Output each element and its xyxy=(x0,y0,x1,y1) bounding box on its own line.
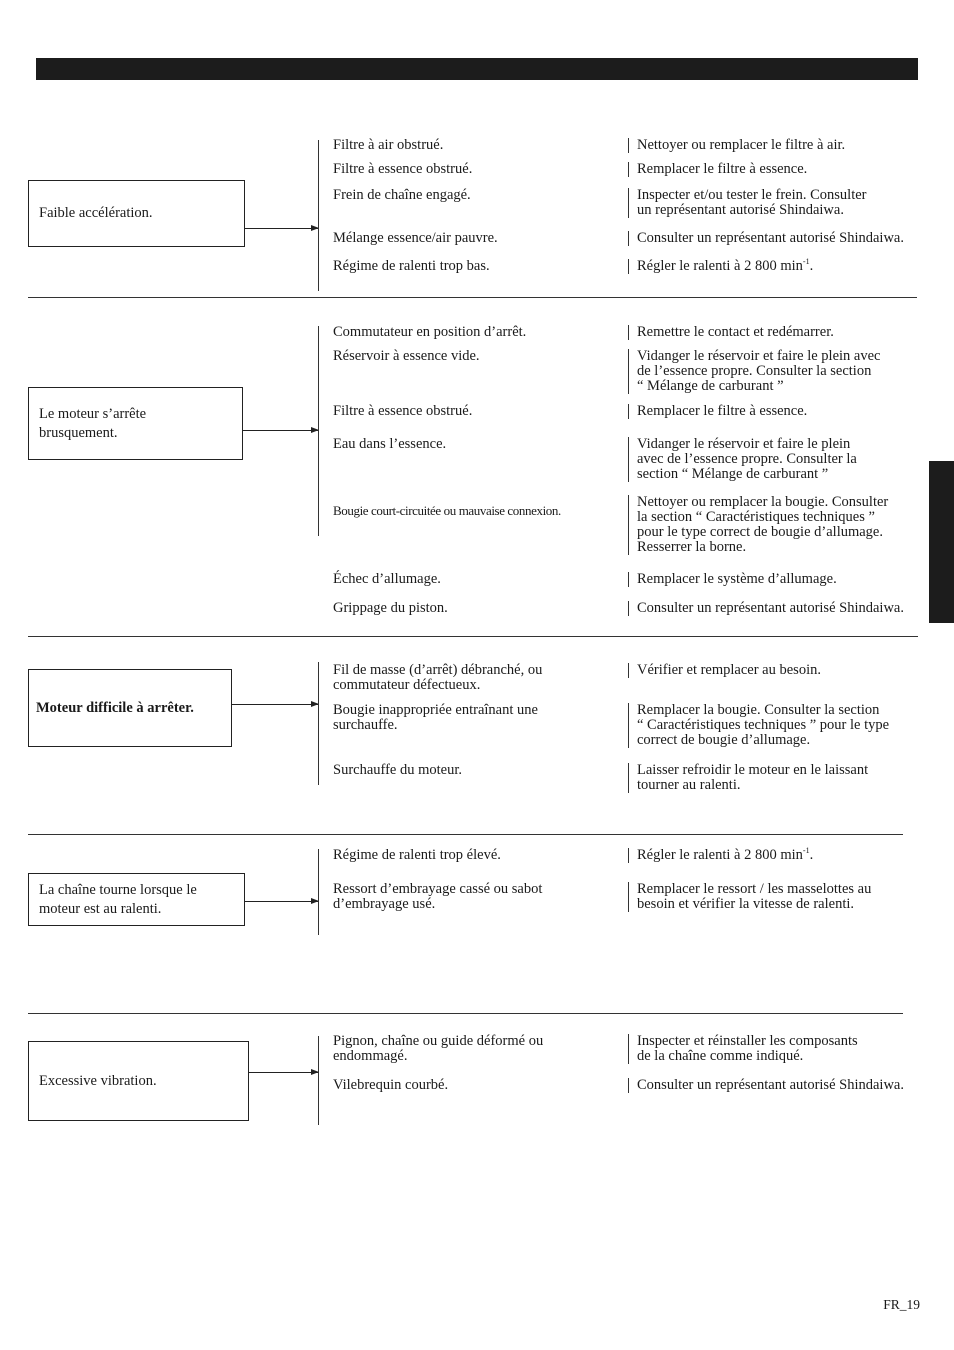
remedy-line: pour le type correct de bougie d’allumage. xyxy=(637,524,883,540)
cause-text xyxy=(333,1078,603,1093)
remedy-line: Consulter un représentant autorisé Shindaiwa. xyxy=(637,230,904,246)
remedy-text xyxy=(628,663,937,678)
remedy-line: Inspecter et réinstaller les composants xyxy=(637,1033,858,1049)
remedy-line: besoin et vérifier la vitesse de ralenti. xyxy=(637,896,855,912)
remedy-text xyxy=(628,703,937,748)
remedy-line: Resserrer la borne. xyxy=(637,539,747,555)
remedy-text xyxy=(628,188,937,218)
cause-line: Surchauffe du moteur. xyxy=(333,762,462,778)
remedy-text xyxy=(628,138,937,153)
symptom-box xyxy=(28,669,232,747)
header-bar xyxy=(36,58,918,80)
remedy-text xyxy=(628,601,937,616)
cause-line: Vilebrequin courbé. xyxy=(333,1077,449,1093)
cause-text: Frein de chaîne engagé. xyxy=(333,187,471,203)
symptom-label: Moteur difficile à arrêter. xyxy=(36,699,194,716)
remedy-line: Régler le ralenti à 2 800 $\min^{-1}$. xyxy=(637,257,814,274)
remedy-text xyxy=(628,763,937,793)
arrow-connector xyxy=(243,430,318,431)
remedy-line: tourner au ralenti. xyxy=(637,777,741,793)
arrow-connector xyxy=(249,1072,318,1073)
cause-text xyxy=(333,703,603,733)
cause-text: Échec d’allumage. xyxy=(333,571,441,587)
section-divider xyxy=(28,297,917,298)
cause-text: Commutateur en position d’arrêt. xyxy=(333,324,527,340)
remedy-line: Laisser refroidir le moteur en le laissant xyxy=(637,762,869,778)
symptom-label: Excessive vibration. xyxy=(39,1072,157,1089)
remedy-line: Remplacer la bougie. Consulter la section xyxy=(637,702,880,718)
cause-text xyxy=(333,763,603,778)
remedy-line: Vérifier et remplacer au besoin. xyxy=(637,662,821,678)
remedy-line: Inspecter et/ou tester le frein. Consulter xyxy=(637,187,867,203)
bracket-line xyxy=(318,1036,319,1125)
symptom-line: moteur est au ralenti. xyxy=(39,900,162,917)
remedy-text xyxy=(628,495,937,555)
section-divider xyxy=(28,1013,903,1014)
symptom-box xyxy=(28,873,245,926)
remedy-line: Régler le ralenti à 2 800 $\min^{-1}$. xyxy=(637,846,814,863)
remedy-text xyxy=(628,349,937,394)
cause-text: Mélange essence/air pauvre. xyxy=(333,230,498,246)
cause-line: surchauffe. xyxy=(333,717,398,733)
cause-line: endommagé. xyxy=(333,1048,408,1064)
arrow-connector xyxy=(245,901,318,902)
remedy-line: Remplacer le filtre à essence. xyxy=(637,161,808,177)
symptom-box xyxy=(28,1041,249,1121)
remedy-line: Consulter un représentant autorisé Shindaiwa. xyxy=(637,1077,904,1093)
bracket-line xyxy=(318,326,319,536)
cause-text xyxy=(333,882,603,912)
bracket-line xyxy=(318,140,319,291)
remedy-line: la section “ Caractéristiques techniques ” xyxy=(637,509,875,525)
remedy-line: avec de l’essence propre. Consulter la xyxy=(637,451,857,467)
cause-text: Eau dans l’essence. xyxy=(333,436,447,452)
remedy-line: Remplacer le système d’allumage. xyxy=(637,571,837,587)
remedy-line: Consulter un représentant autorisé Shindaiwa. xyxy=(637,600,904,616)
cause-line: Régime de ralenti trop élevé. xyxy=(333,847,501,863)
remedy-line: “ Caractéristiques techniques ” pour le type xyxy=(637,717,890,733)
remedy-line: Vidanger le réservoir et faire le plein avec xyxy=(637,348,881,364)
remedy-text xyxy=(628,882,937,912)
remedy-line: section “ Mélange de carburant ” xyxy=(637,466,829,482)
remedy-text xyxy=(628,325,937,340)
remedy-line: un représentant autorisé Shindaiwa. xyxy=(637,202,844,218)
symptom-label xyxy=(39,883,197,917)
cause-text: Filtre à air obstrué. xyxy=(333,137,444,153)
remedy-line: “ Mélange de carburant ” xyxy=(637,378,784,394)
symptom-line: Le moteur s’arrête xyxy=(39,405,147,422)
cause-text xyxy=(333,663,603,693)
remedy-text xyxy=(628,162,937,177)
section-divider xyxy=(28,834,903,835)
remedy-text xyxy=(628,231,937,246)
cause-text: Bougie court-circuitée ou mauvaise connexion. xyxy=(333,503,561,518)
section-divider xyxy=(28,636,918,637)
remedy-line: Remettre le contact et redémarrer. xyxy=(637,324,834,340)
remedy-line: de la chaîne comme indiqué. xyxy=(637,1048,804,1064)
cause-text: Filtre à essence obstrué. xyxy=(333,403,473,419)
cause-line: d’embrayage usé. xyxy=(333,896,436,912)
arrow-connector xyxy=(232,704,318,705)
cause-line: Ressort d’embrayage cassé ou sabot xyxy=(333,881,543,897)
symptom-label: Faible accélération. xyxy=(39,205,153,221)
remedy-line: de l’essence propre. Consulter la section xyxy=(637,363,872,379)
cause-line: Pignon, chaîne ou guide déformé ou xyxy=(333,1033,544,1049)
remedy-text xyxy=(628,259,937,274)
cause-text xyxy=(333,848,603,863)
symptom-line: brusquement. xyxy=(39,424,118,441)
cause-text: Filtre à essence obstrué. xyxy=(333,161,473,177)
remedy-line: Vidanger le réservoir et faire le plein xyxy=(637,436,851,452)
cause-text: Grippage du piston. xyxy=(333,600,448,616)
remedy-text xyxy=(628,1034,937,1064)
remedy-text xyxy=(628,437,937,482)
cause-text: Réservoir à essence vide. xyxy=(333,348,480,364)
cause-text xyxy=(333,1034,603,1064)
remedy-line: Nettoyer ou remplacer la bougie. Consulter xyxy=(637,494,889,510)
remedy-text xyxy=(628,404,937,419)
cause-line: Bougie inappropriée entraînant une xyxy=(333,702,538,718)
bracket-line xyxy=(318,662,319,785)
remedy-line: Remplacer le filtre à essence. xyxy=(637,403,808,419)
cause-text: Régime de ralenti trop bas. xyxy=(333,258,490,274)
symptom-box xyxy=(28,180,245,247)
symptom-box xyxy=(28,387,243,460)
remedy-line: correct de bougie d’allumage. xyxy=(637,732,811,748)
arrow-connector xyxy=(245,228,318,229)
remedy-text xyxy=(628,848,937,863)
cause-line: Fil de masse (d’arrêt) débranché, ou xyxy=(333,662,543,678)
cause-line: commutateur défectueux. xyxy=(333,677,481,693)
page-number: FR_19 xyxy=(883,1297,920,1312)
symptom-label xyxy=(39,407,146,441)
remedy-line: Remplacer le ressort / les masselottes au xyxy=(637,881,872,897)
remedy-line: Nettoyer ou remplacer le filtre à air. xyxy=(637,137,846,153)
remedy-text xyxy=(628,1078,937,1093)
bracket-line xyxy=(318,849,319,935)
symptom-line: La chaîne tourne lorsque le xyxy=(39,881,197,898)
remedy-text xyxy=(628,572,937,587)
